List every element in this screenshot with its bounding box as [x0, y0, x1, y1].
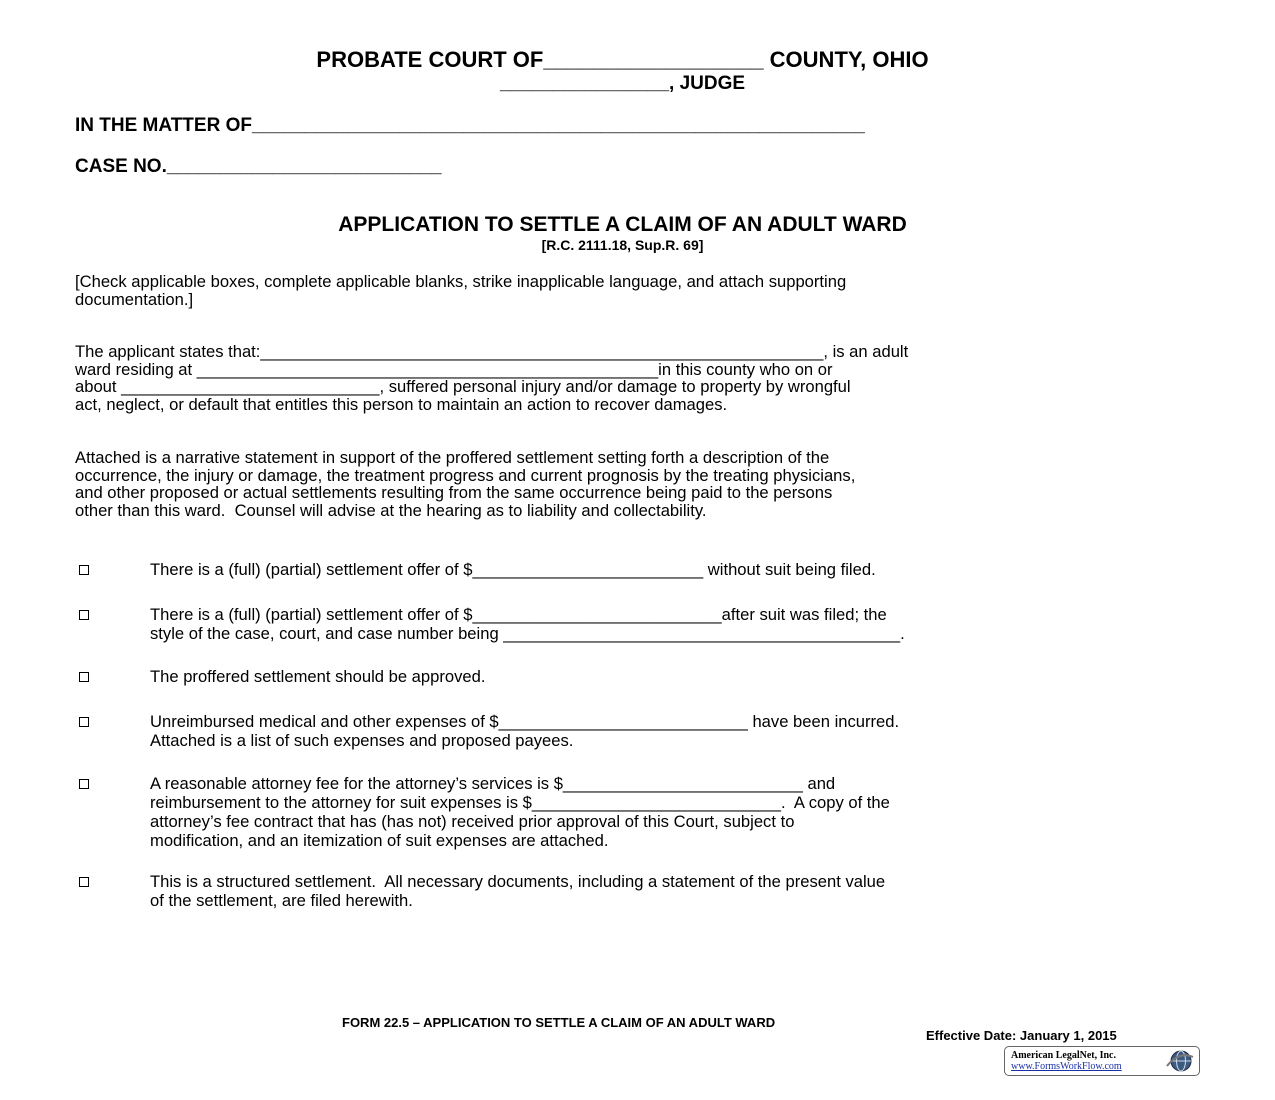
checkbox-item-text: A reasonable attorney fee for the attorney’s services is $__________________________ and reimbursement to the attorney for suit expenses is $___________________________. A copy of the attorney’s fee contract that has (has not) received prior approval of this Court, subject to modification, and an itemization of suit expenses are attached. [150, 774, 890, 850]
applicant-statement-paragraph: The applicant states that:_____________________________________________________________, is an adult ward residing at __________________________________________________in this county who on or about ____________________________, suffered personal injury and/or damage to property by wrongful act, neglect, or default that entitles this person to maintain an action to recover damages. [75, 342, 909, 414]
checkbox-item-text: Unreimbursed medical and other expenses of $___________________________ have been incurred. Attached is a list of such expenses and proposed payees. [150, 712, 900, 750]
form-title: APPLICATION TO SETTLE A CLAIM OF AN ADULT WARD [338, 213, 907, 236]
matter-line: IN THE MATTER OF__________________________________________________________ [75, 115, 865, 136]
checkbox[interactable] [79, 672, 89, 682]
logo-company-name: American LegalNet, Inc. [1011, 1050, 1116, 1061]
checkbox[interactable] [79, 565, 89, 575]
logo-url-link[interactable]: www.FormsWorkFlow.com [1011, 1061, 1122, 1072]
checkbox-item-text: There is a (full) (partial) settlement offer of $___________________________after suit was filed; the style of the case, court, and case number being ___________________________________________. [150, 605, 905, 643]
judge-line: ________________, JUDGE [499, 73, 746, 94]
checkbox-item-text: This is a structured settlement. All necessary documents, including a statement of the present value of the settlement, are filed herewith. [150, 872, 886, 910]
globe-icon [1165, 1049, 1195, 1073]
attached-statement-paragraph: Attached is a narrative statement in support of the proffered settlement setting forth a description of the occurrence, the injury or damage, the treatment progress and current prognosis by the treating physicians, and other proposed or actual settlements resulting from the same occurrence being paid to the persons other than this ward. Counsel will advise at the hearing as to liability and collectability. [75, 448, 856, 520]
court-heading: PROBATE COURT OF__________________ COUNTY, OHIO [316, 47, 929, 72]
checkbox-item-text: There is a (full) (partial) settlement offer of $_________________________ without suit being filed. [150, 560, 876, 579]
checkbox-item-text: The proffered settlement should be approved. [150, 667, 486, 686]
checkbox[interactable] [79, 779, 89, 789]
checkbox[interactable] [79, 610, 89, 620]
case-number-line: CASE NO.__________________________ [75, 156, 442, 177]
checkbox[interactable] [79, 877, 89, 887]
footer-form-title: FORM 22.5 – APPLICATION TO SETTLE A CLAIM OF AN ADULT WARD [342, 1015, 776, 1030]
american-legalnet-logo[interactable] [1004, 1046, 1200, 1076]
statute-citation: [R.C. 2111.18, Sup.R. 69] [541, 237, 704, 253]
checkbox[interactable] [79, 717, 89, 727]
instructions-paragraph: [Check applicable boxes, complete applicable blanks, strike inapplicable language, and attach supporting documentation.] [75, 272, 847, 309]
effective-date: Effective Date: January 1, 2015 [926, 1028, 1117, 1043]
